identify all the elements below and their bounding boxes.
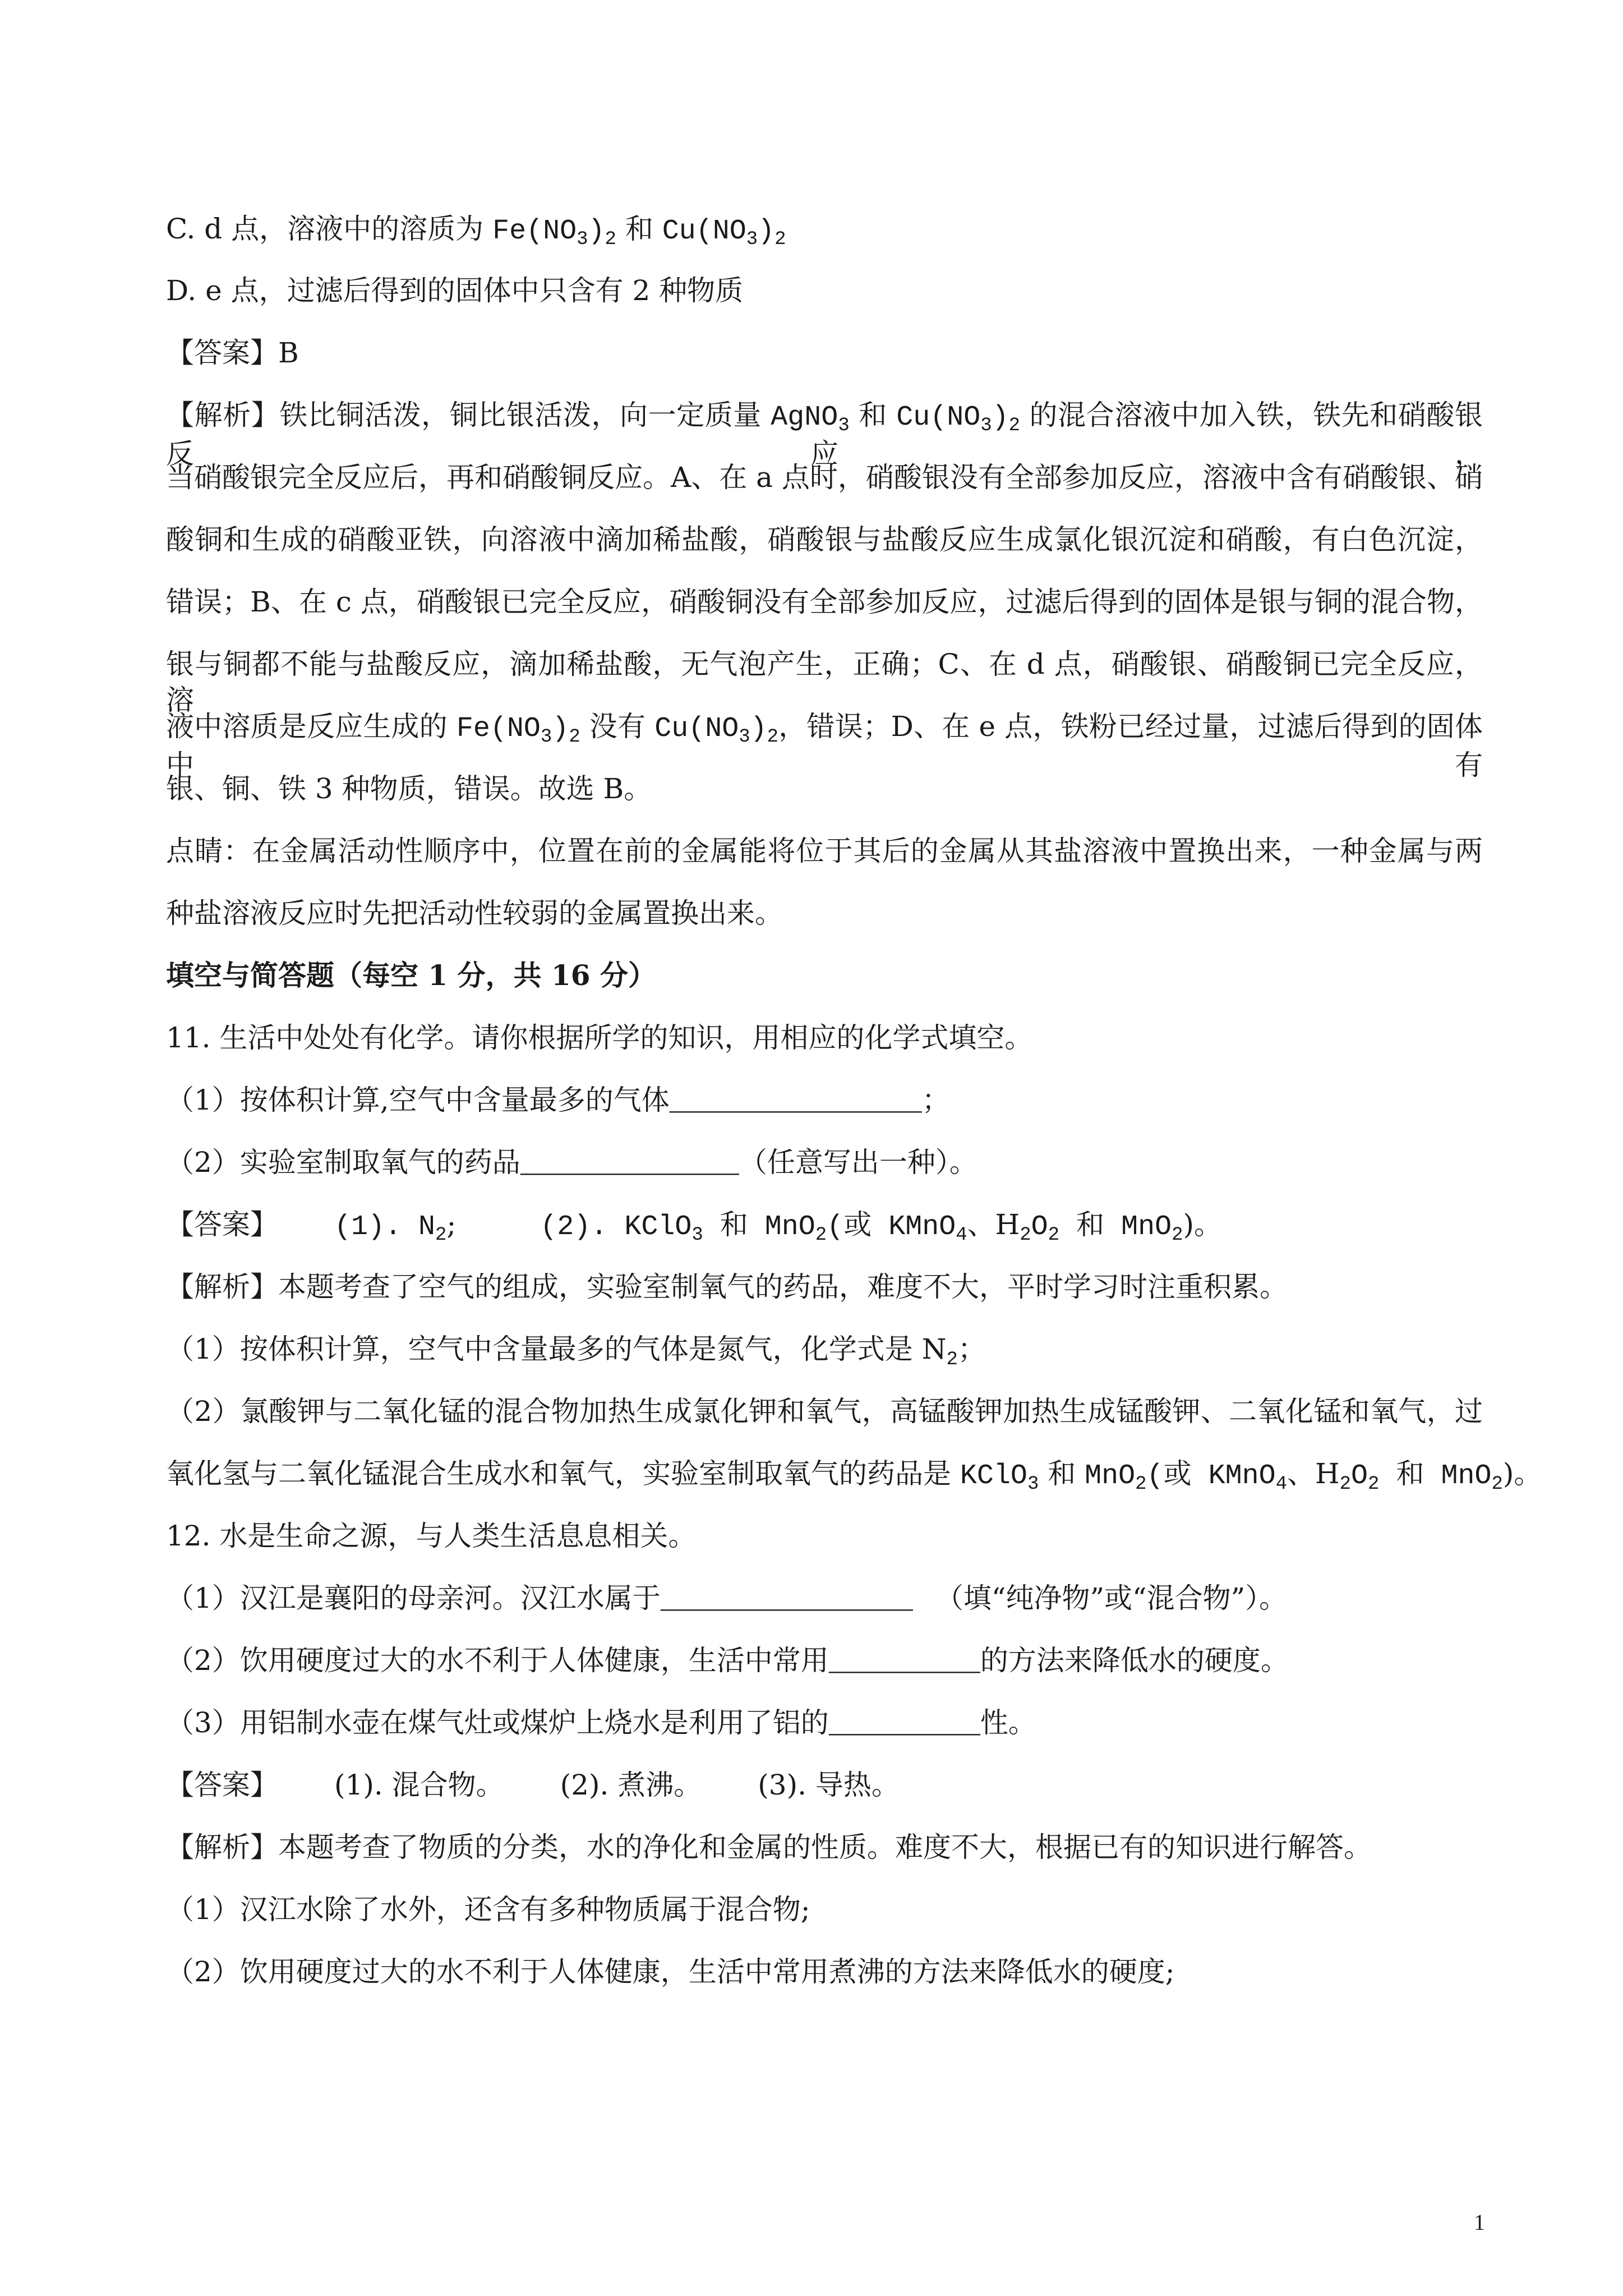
analysis-q11-part-2-line-2: 氧化氢与二氧化锰混合生成水和氧气，实验室制取氧气的药品是 KClO$_3$ 和 MnO$_2$(或 KMnO$_4$、$H_2O_2$ 和 MnO$_2$)。 — [166, 1457, 1542, 1495]
analysis-q10-line-6: 液中溶质是反应生成的 $Fe(NO_3)_2$ 没有 $Cu(NO_3)_2$，错误；D、在 e 点，铁粉已经过量，过滤后得到的固体中有 — [166, 710, 1483, 781]
analysis-q11-part-2-line-1: （2）氯酸钾与二氧化锰的混合物加热生成氯化钾和氧气，高锰酸钾加热生成锰酸钾、二氧化锰和氧气，过 — [166, 1395, 1483, 1428]
answer-blank: _______________ — [669, 1087, 922, 1119]
page-number: 1 — [1474, 2210, 1485, 2235]
analysis-q11: 【解析】本题考查了空气的组成，实验室制氧气的药品，难度不大，平时学习时注重积累。 — [166, 1271, 1288, 1303]
analysis-q10-line-4: 错误；B、在 c 点，硝酸银已完全反应，硝酸铜没有全部参加反应，过滤后得到的固体是银与铜的混合物， — [166, 586, 1483, 618]
analysis-q10-line-2: 当硝酸银完全反应后，再和硝酸铜反应。A、在 a 点时，硝酸银没有全部参加反应，溶液中含有硝酸银、硝 — [166, 461, 1483, 494]
option-d: D. e 点，过滤后得到的固体中只含有 2 种物质 — [166, 274, 744, 307]
answer-q11: 【答案】 (1). $N_2$; (2). KClO$_3$ 和 MnO$_2$(或 KMnO$_4$、$H_2O_2$ 和 MnO$_2$)。 — [166, 1208, 1223, 1246]
analysis-q12-part-1: （1）汉江水除了水外，还含有多种物质属于混合物; — [166, 1893, 810, 1926]
question-11-part-1: （1）按体积计算,空气中含量最多的气体_______________； — [166, 1084, 950, 1119]
note-line-1: 点睛：在金属活动性顺序中，位置在前的金属能将位于其后的金属从其盐溶液中置换出来，一种金属与两 — [166, 835, 1483, 867]
question-11-part-2: （2）实验室制取氧气的药品_____________（任意写出一种）。 — [166, 1146, 978, 1181]
note-line-2: 种盐溶液反应时先把活动性较弱的金属置换出来。 — [166, 897, 783, 930]
answer-blank: _________ — [828, 1647, 980, 1679]
answer-blank: _______________ — [660, 1585, 913, 1617]
question-12: 12. 水是生命之源，与人类生活息息相关。 — [166, 1520, 697, 1552]
section-heading: 填空与简答题（每空 1 分，共 16 分） — [166, 959, 656, 992]
question-12-part-1: （1）汉江是襄阳的母亲河。汉江水属于_______________ （填“纯净物”或“混合物”）。 — [166, 1582, 1288, 1617]
analysis-q10-line-3: 酸铜和生成的硝酸亚铁，向溶液中滴加稀盐酸，硝酸银与盐酸反应生成氯化银沉淀和硝酸，有白色沉淀， — [166, 523, 1483, 556]
question-11: 11. 生活中处处有化学。请你根据所学的知识，用相应的化学式填空。 — [166, 1022, 1033, 1054]
option-c: C. d 点，溶液中的溶质为 $Fe(NO_3)_2$ 和 $Cu(NO_3)_2$ — [166, 213, 786, 250]
analysis-q10-line-5: 银与铜都不能与盐酸反应，滴加稀盐酸，无气泡产生，正确；C、在 d 点，硝酸银、硝酸铜已完全反应，溶 — [166, 648, 1483, 716]
analysis-q10-line-1: 【解析】铁比铜活泼，铜比银活泼，向一定质量 AgNO$_3$ 和 $Cu(NO_3)_2$ 的混合溶液中加入铁，铁先和硝酸银反应， — [166, 399, 1483, 470]
answer-blank: _________ — [828, 1709, 980, 1741]
question-12-part-2: （2）饮用硬度过大的水不利于人体健康，生活中常用_________的方法来降低水的硬度。 — [166, 1644, 1289, 1679]
analysis-q12-part-2: （2）饮用硬度过大的水不利于人体健康，生活中常用煮沸的方法来降低水的硬度; — [166, 1955, 1175, 1988]
answer-blank: _____________ — [520, 1149, 739, 1181]
question-12-part-3: （3）用铝制水壶在煤气灶或煤炉上烧水是利用了铝的_________性。 — [166, 1706, 1036, 1741]
analysis-q10-line-7: 银、铜、铁 3 种物质，错误。故选 B。 — [166, 772, 652, 805]
answer-q10: 【答案】B — [166, 337, 299, 369]
analysis-q12: 【解析】本题考查了物质的分类，水的净化和金属的性质。难度不大，根据已有的知识进行解答。 — [166, 1831, 1372, 1864]
answer-q12: 【答案】 (1). 混合物。 (2). 煮沸。 (3). 导热。 — [166, 1769, 900, 1801]
analysis-q11-part-1: （1）按体积计算，空气中含量最多的气体是氮气，化学式是 $N_2$； — [166, 1333, 986, 1370]
